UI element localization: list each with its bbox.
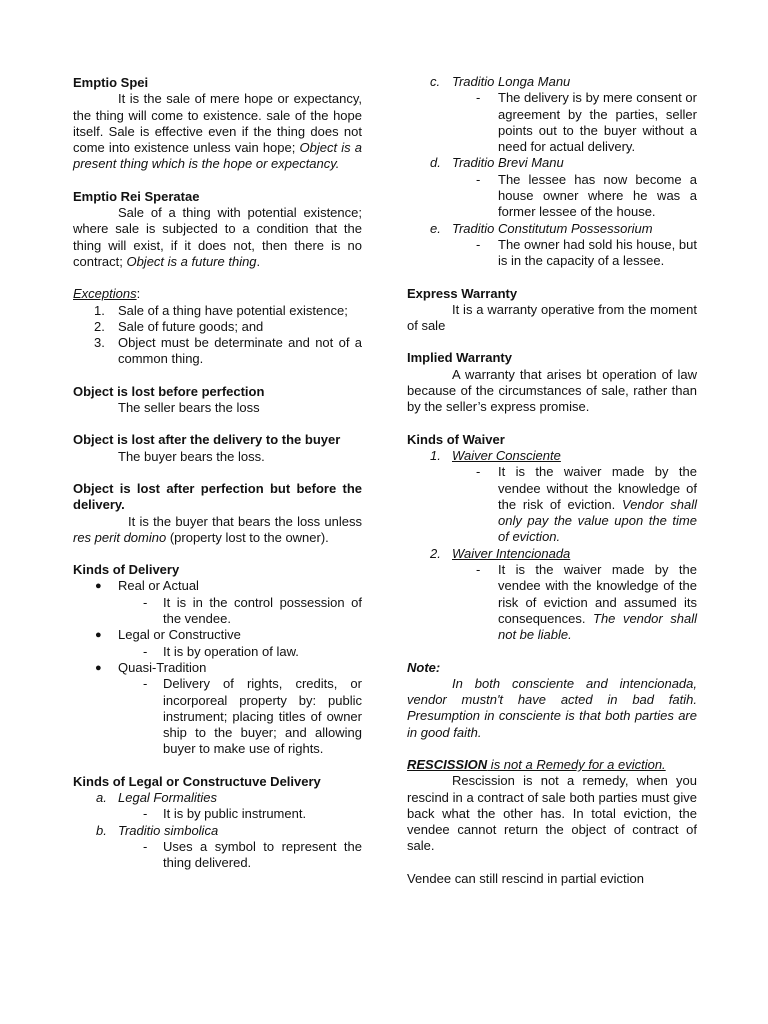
list-item: ● Legal or Constructive xyxy=(95,627,241,643)
left-column xyxy=(73,75,362,871)
list-item: ● Quasi-Tradition xyxy=(95,659,207,675)
rescission-heading: RESCISSION is not a Remedy for a eviction. xyxy=(407,756,666,772)
bullet-icon: ● xyxy=(95,580,102,593)
emptio-spei-body: It is the sale of mere hope or expectancy, the thing will come to existence. sale of the hope itself. Sale is effective even if the thing does not come into existence unless vain hope; Object is a present thing which is the hope or expectancy. xyxy=(73,91,362,172)
list-item: 3. Object must be determinate and not of a common thing. xyxy=(94,335,362,367)
list-item: b. Traditio simbolica xyxy=(96,822,219,838)
bullet-icon: ● xyxy=(95,661,102,674)
emptio-spei-heading: Emptio Spei xyxy=(73,75,149,90)
note-heading: Note: xyxy=(407,659,441,675)
list-item: - It is in the control possession of the vendee. xyxy=(143,594,362,627)
list-item: - It is the waiver made by the vendee without the knowledge of the risk of eviction. Vendor shall only pay the value upon the time of eviction. xyxy=(476,464,697,545)
emptio-rei-body: Sale of a thing with potential existence; where sale is subjected to a condition that the thing will exist, if it does not, then there is no contract; Object is a future thing. xyxy=(73,205,362,269)
kinds-delivery-heading: Kinds of Delivery xyxy=(73,562,180,578)
list-item: - The delivery is by mere consent or agreement by the parties, seller points out to the buyer without a need for actual delivery. xyxy=(476,90,697,155)
lost-after-perfection-heading: Object is lost after perfection but before the delivery. xyxy=(73,480,362,513)
lost-after-delivery-heading: Object is lost after the delivery to the buyer xyxy=(73,432,341,448)
list-item: 2. Waiver Intencionada xyxy=(430,545,571,561)
list-item: - Uses a symbol to represent the thing delivered. xyxy=(143,838,362,871)
list-item: d. Traditio Brevi Manu xyxy=(430,155,564,171)
list-item: c. Traditio Longa Manu xyxy=(430,74,571,89)
list-item: e. Traditio Constitutum Possessorium xyxy=(430,220,653,236)
list-item: - It is by operation of law. xyxy=(143,643,299,659)
lost-after-perfection-body: It is the buyer that bears the loss unless res perit domino (property lost to the owner). xyxy=(73,513,362,545)
list-item: ● Real or Actual xyxy=(95,578,199,594)
bullet-icon: ● xyxy=(95,629,102,642)
kinds-delivery-list xyxy=(73,578,362,594)
emptio-rei-heading: Emptio Rei Speratae xyxy=(73,188,200,204)
list-item: - The owner had sold his house, but is in the capacity of a lessee. xyxy=(476,236,697,269)
exceptions-label: Exceptions: xyxy=(73,286,141,302)
express-warranty-body: It is a warranty operative from the moment of sale xyxy=(407,301,697,334)
list-item: 2. Sale of future goods; and xyxy=(94,318,264,334)
lost-after-delivery-body: The buyer bears the loss. xyxy=(118,448,265,464)
note-body: In both consciente and intencionada, vendor mustn't have acted in bad fatih. Presumption in consciente is that both parties are in good faith. xyxy=(407,675,697,740)
rescission-body: Rescission is not a remedy, when you rescind in a contract of sale both parties must give back what the other has. In total eviction, the vendee cannot return the object of contract of sale. xyxy=(407,773,697,854)
list-item: - It is the waiver made by the vendee with the knowledge of the risk of eviction and assumed its consequences. The vendor shall not be liable. xyxy=(476,562,697,643)
list-item: 1. Waiver Consciente xyxy=(430,447,561,463)
lost-before-body: The seller bears the loss xyxy=(118,400,260,416)
implied-warranty-body: A warranty that arises bt operation of law because of the circumstances of sale, rather than by the seller’s express promise. xyxy=(407,366,697,415)
list-item: - Delivery of rights, credits, or incorporeal property by: public instrument; placing titles of owner ship to the buyer; and allowing buyer to make use of rights. xyxy=(143,676,362,757)
list-item: a. Legal Formalities xyxy=(96,789,217,805)
kinds-waiver-heading: Kinds of Waiver xyxy=(407,431,505,447)
implied-warranty-heading: Implied Warranty xyxy=(407,350,512,366)
rescission-final: Vendee can still rescind in partial eviction xyxy=(407,870,645,886)
right-column xyxy=(407,74,697,887)
list-item: - The lessee has now become a house owner where he was a former lessee of the house. xyxy=(476,171,697,220)
list-item: 1. Sale of a thing have potential existence; xyxy=(94,302,348,318)
kinds-legal-heading: Kinds of Legal or Constructuve Delivery xyxy=(73,773,321,789)
express-warranty-heading: Express Warranty xyxy=(407,285,518,301)
exceptions-list xyxy=(73,303,362,368)
lost-before-heading: Object is lost before perfection xyxy=(73,383,265,399)
list-item: - It is by public instrument. xyxy=(143,806,307,822)
